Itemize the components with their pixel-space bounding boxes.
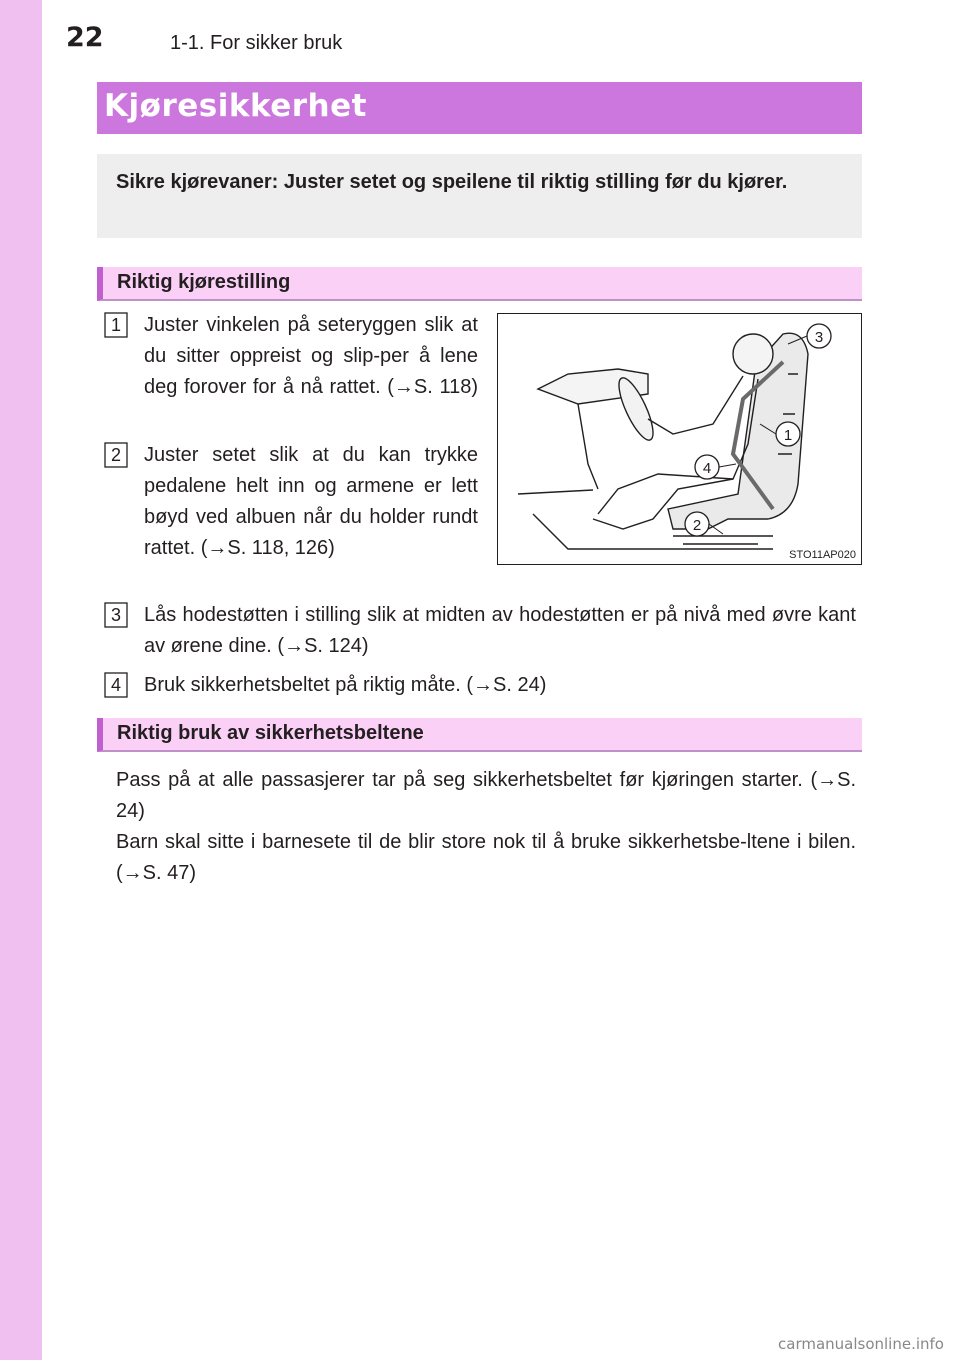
page-number: 22 — [66, 22, 104, 53]
svg-text:1: 1 — [110, 315, 122, 335]
seatbelt-paragraph-1: Pass på at alle passasjerer tar på seg sikkerhetsbeltet før kjøringen starter. (→S. 24) — [116, 769, 856, 822]
number-1-icon — [104, 312, 128, 338]
footer-watermark: carmanualsonline.info — [778, 1335, 944, 1353]
svg-text:2: 2 — [110, 445, 122, 465]
side-tab-strip — [0, 0, 42, 1360]
subheading-label: Riktig kjørestilling — [117, 271, 291, 293]
number-4-icon — [104, 672, 128, 698]
number-2-icon — [104, 442, 128, 468]
illustration-code: STO11AP020 — [789, 549, 856, 561]
subheading-seatbelt-use — [97, 718, 862, 752]
svg-text:3: 3 — [110, 605, 122, 625]
callout-2: 2 — [692, 517, 702, 534]
item-4-text: Bruk sikkerhetsbeltet på riktig måte. (→S. 24) — [144, 674, 547, 696]
svg-text:4: 4 — [110, 675, 122, 695]
seatbelt-paragraph-2: Barn skal sitte i barnesete til de blir store nok til å bruke sikkerhetsbe-ltene i bilen. (→S. 47) — [116, 831, 856, 884]
page-title: Kjøresikkerhet — [104, 88, 367, 124]
section-path: 1-1. For sikker bruk — [170, 32, 343, 54]
subheading-label: Riktig bruk av sikkerhetsbeltene — [117, 722, 424, 744]
callout-1: 1 — [783, 427, 793, 444]
item-2-text: Juster setet slik at du kan trykke pedalene helt inn og armene er lett bøyd ved albuen når du holder rundt rattet. (→S. 118, 126) — [144, 444, 478, 559]
callout-4: 4 — [702, 460, 712, 477]
number-3-icon — [104, 602, 128, 628]
item-1-text: Juster vinkelen på seteryggen slik at du sitter oppreist og slip-per å lene deg forover for å nå rattet. (→S. 118) — [144, 314, 478, 398]
driving-position-illustration — [497, 313, 862, 565]
subheading-driving-position — [97, 267, 862, 301]
intro-text: Sikre kjørevaner: Juster setet og speilene til riktig stilling før du kjører. — [116, 171, 788, 193]
item-3-text: Lås hodestøtten i stilling slik at midten av hodestøtten er på nivå med øvre kant av ørene dine. (→S. 124) — [144, 604, 856, 657]
callout-3: 3 — [814, 329, 824, 346]
driver-seat-figure — [498, 314, 861, 564]
